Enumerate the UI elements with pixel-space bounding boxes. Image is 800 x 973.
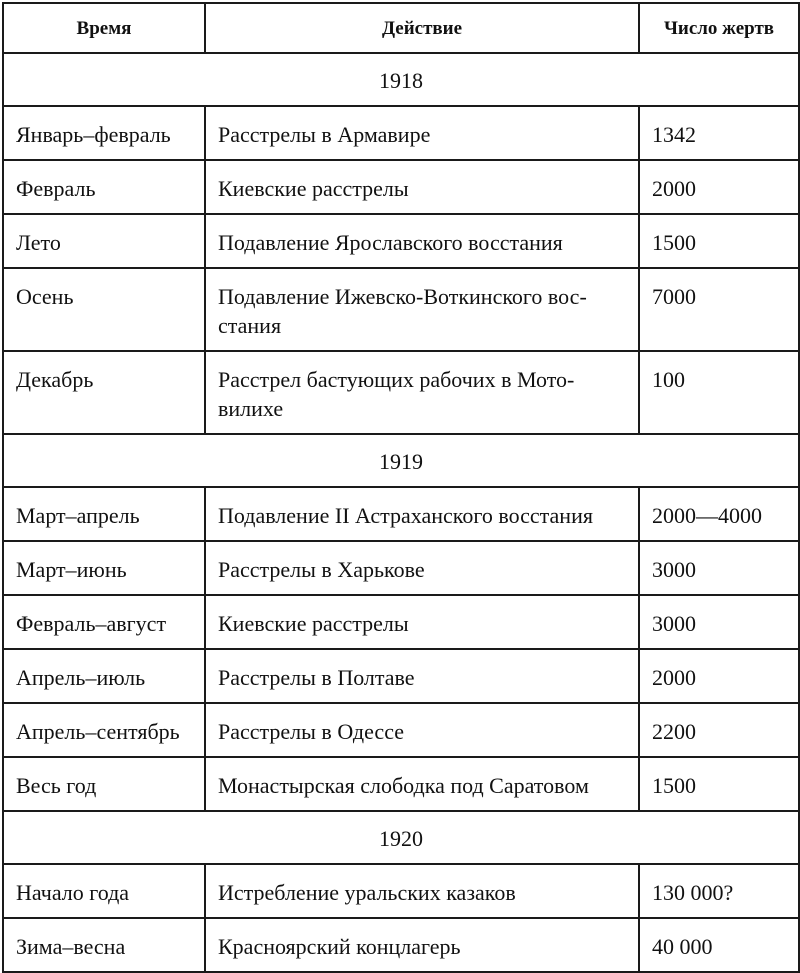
cell-action: Расстрелы в Одессе [205,703,639,757]
cell-time: Зима–весна [3,918,205,972]
cell-time: Начало года [3,864,205,918]
cell-time: Март–июнь [3,541,205,595]
cell-action: Расстрелы в Полтаве [205,649,639,703]
cell-victims: 1342 [639,106,799,160]
cell-action-line1: Расстрел бастующих рабочих в Мото- [218,367,575,392]
table-row [3,918,799,972]
header-action: Действие [205,3,639,53]
cell-action [205,268,639,351]
cell-victims: 2000—4000 [639,487,799,541]
header-row [3,3,799,53]
cell-action-line2: вилихе [218,396,284,421]
year-label: 1918 [3,53,799,106]
cell-action: Киевские расстрелы [205,160,639,214]
table-row [3,864,799,918]
cell-time: Январь–февраль [3,106,205,160]
repressions-table [2,2,800,973]
year-label: 1919 [3,434,799,487]
cell-time: Март–апрель [3,487,205,541]
cell-action: Истребление уральских казаков [205,864,639,918]
cell-action: Подавление Ярославского восстания [205,214,639,268]
cell-victims: 100 [639,351,799,434]
cell-time: Лето [3,214,205,268]
cell-action-line2: стания [218,313,282,338]
cell-time: Апрель–июль [3,649,205,703]
cell-victims: 1500 [639,757,799,811]
header-time: Время [3,3,205,53]
cell-action-line1: Подавление Ижевско-Воткинского вос- [218,284,587,309]
table-row [3,595,799,649]
year-row-1918 [3,53,799,106]
table-row [3,351,799,434]
table-row [3,757,799,811]
year-row-1919 [3,434,799,487]
cell-victims: 3000 [639,595,799,649]
table-row [3,268,799,351]
year-label: 1920 [3,811,799,864]
table-row [3,214,799,268]
cell-victims: 40 000 [639,918,799,972]
cell-action: Монастырская слободка под Саратовом [205,757,639,811]
cell-victims: 2200 [639,703,799,757]
cell-action: Расстрелы в Харькове [205,541,639,595]
cell-time: Апрель–сентябрь [3,703,205,757]
table-row [3,541,799,595]
table-row [3,106,799,160]
header-victims: Число жертв [639,3,799,53]
cell-time: Весь год [3,757,205,811]
cell-time: Осень [3,268,205,351]
cell-victims: 130 000? [639,864,799,918]
cell-action: Подавление II Астраханского восстания [205,487,639,541]
table-row [3,703,799,757]
cell-action [205,351,639,434]
cell-time: Февраль [3,160,205,214]
cell-time: Февраль–август [3,595,205,649]
cell-action: Расстрелы в Армавире [205,106,639,160]
cell-time: Декабрь [3,351,205,434]
cell-action: Киевские расстрелы [205,595,639,649]
cell-action: Красноярский концлагерь [205,918,639,972]
cell-victims: 7000 [639,268,799,351]
table-row [3,487,799,541]
cell-victims: 2000 [639,160,799,214]
year-row-1920 [3,811,799,864]
table-row [3,160,799,214]
cell-victims: 1500 [639,214,799,268]
table-row [3,649,799,703]
cell-victims: 2000 [639,649,799,703]
cell-victims: 3000 [639,541,799,595]
